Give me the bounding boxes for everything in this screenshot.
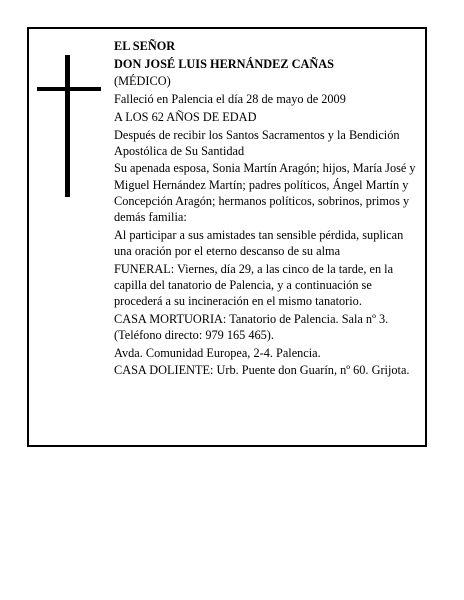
deceased-profession: (MÉDICO) — [114, 74, 171, 89]
family-text: Su apenada esposa, Sonia Martín Aragón; hijos, María José y Miguel Hernández Martín; padres políticos, Ángel Martín y Concepción Aragón; hermanos políticos, sobrinos, primos y demás familia: — [114, 161, 416, 225]
death-date: Falleció en Palencia el día 28 de mayo de 2009 — [114, 92, 346, 107]
deceased-title: EL SEÑOR — [114, 39, 176, 53]
mourning-house-info: CASA DOLIENTE: Urb. Puente don Guarín, nº 60. Grijota. — [114, 363, 410, 378]
sacraments-text: Después de recibir los Santos Sacramentos y la Bendición Apostólica de Su Santidad — [114, 127, 400, 158]
cross-horizontal-bar — [37, 87, 101, 91]
mortuary-info: CASA MORTUORIA: Tanatorio de Palencia. Sala nº 3. (Teléfono directo: 979 165 465). — [114, 311, 389, 342]
deceased-name: DON JOSÉ LUIS HERNÁNDEZ CAÑAS — [114, 56, 335, 71]
age-at-death: A LOS 62 AÑOS DE EDAD — [114, 109, 257, 124]
cross-icon — [37, 55, 101, 197]
prayer-request: Al participar a sus amistades tan sensible pérdida, suplican una oración por el eterno descanso de su alma — [114, 227, 404, 258]
mortuary-address: Avda. Comunidad Europea, 2-4. Palencia. — [114, 345, 321, 360]
obituary-text — [114, 38, 418, 380]
cross-vertical-bar — [65, 55, 70, 197]
funeral-info: FUNERAL: Viernes, día 29, a las cinco de la tarde, en la capilla del tanatorio de Palencia, y a continuación se procederá a su incineración en el mismo tanatorio. — [114, 261, 394, 309]
